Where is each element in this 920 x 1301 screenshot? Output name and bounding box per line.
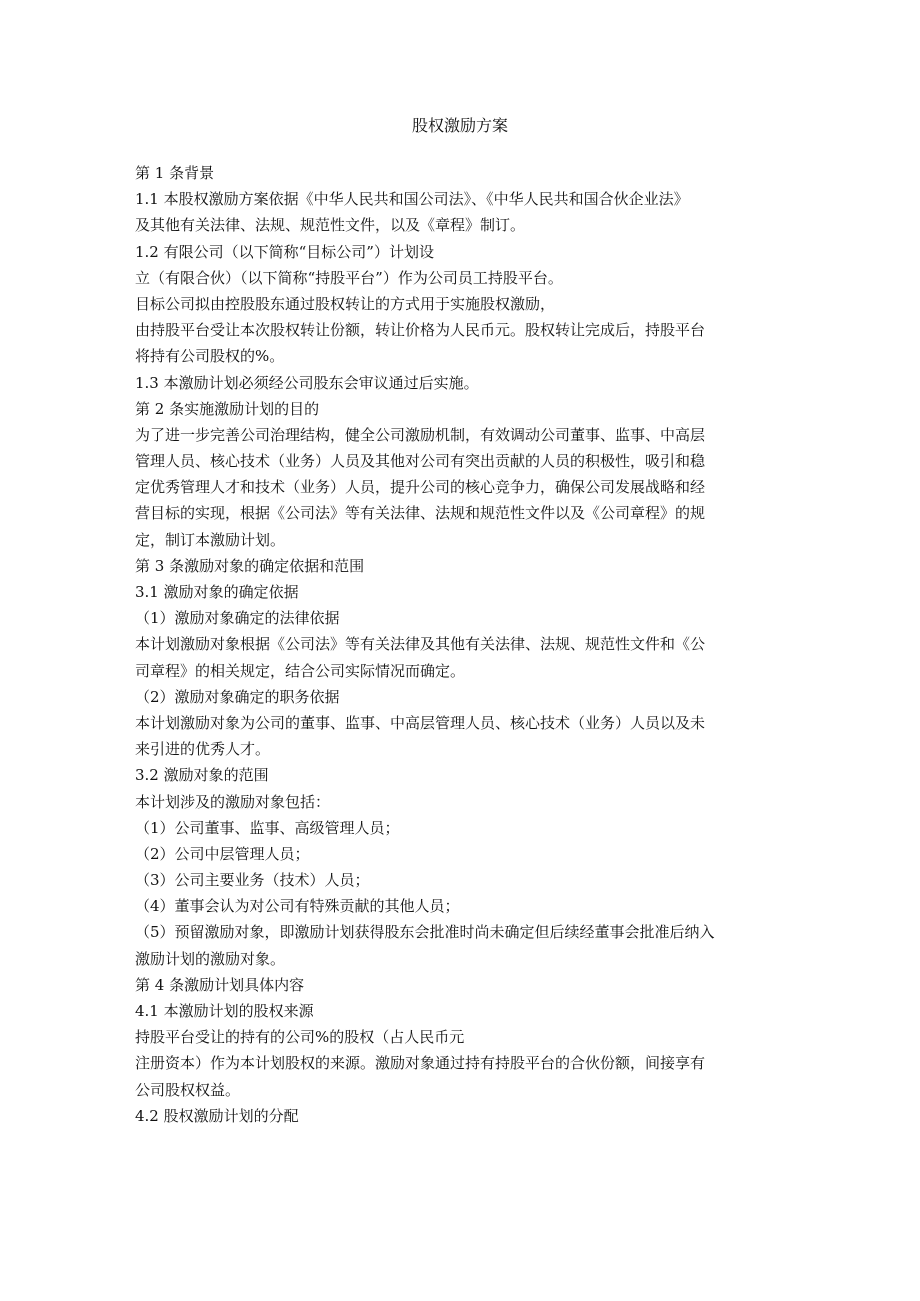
text-line: （3）公司主要业务（技术）人员； [135, 871, 370, 890]
text-line: 第 4 条激励计划具体内容 [135, 975, 305, 994]
text-line: 本计划激励对象根据《公司法》等有关法律及其他有关法律、法规、规范性文件和《公 [135, 635, 706, 654]
text-line: 注册资本）作为本计划股权的来源。激励对象通过持有持股平台的合伙份额，间接享有 [135, 1054, 706, 1073]
text-line: 为了进一步完善公司治理结构，健全公司激励机制，有效调动公司董事、监事、中高层 [135, 425, 706, 444]
text-line: 管理人员、核心技术（业务）人员及其他对公司有突出贡献的人员的积极性，吸引和稳 [135, 452, 706, 471]
text-line: 1.3 本激励计划必须经公司股东会审议通过后实施。 [135, 373, 479, 392]
text-line: （5）预留激励对象，即激励计划获得股东会批准时尚未确定但后续经董事会批准后纳入 [135, 923, 715, 942]
text-line: 第 3 条激励对象的确定依据和范围 [135, 556, 365, 575]
text-line: 1.2 有限公司（以下简称“目标公司”）计划设 [135, 242, 434, 261]
text-line: （2）公司中层管理人员； [135, 844, 310, 863]
text-line: （1）公司董事、监事、高级管理人员； [135, 818, 400, 837]
text-line: （1）激励对象确定的法律依据 [135, 609, 340, 628]
text-line: 激励计划的激励对象。 [135, 949, 286, 968]
text-line: 营目标的实现，根据《公司法》等有关法律、法规和规范性文件以及《公司章程》的规 [135, 504, 706, 523]
text-line: 将持有公司股权的%。 [135, 347, 285, 366]
text-line: 本计划激励对象为公司的董事、监事、中高层管理人员、核心技术（业务）人员以及未 [135, 713, 706, 732]
text-line: 1.1 本股权激励方案依据《中华人民共和国公司法》、《中华人民共和国合伙企业法》 [135, 190, 689, 209]
text-line: 4.1 本激励计划的股权来源 [135, 1002, 314, 1020]
text-line: （2）激励对象确定的职务依据 [135, 687, 340, 706]
text-line: 3.2 激励对象的范围 [135, 766, 269, 785]
text-line: 定优秀管理人才和技术（业务）人员，提升公司的核心竞争力，确保公司发展战略和经 [135, 478, 706, 497]
text-line: 3.1 激励对象的确定依据 [135, 583, 299, 601]
text-line: 公司股权权益。 [135, 1080, 241, 1099]
text-line: 定，制订本激励计划。 [135, 530, 286, 549]
text-line: 持股平台受让的持有的公司%的股权（占人民币元 [135, 1028, 465, 1047]
text-line: 4.2 股权激励计划的分配 [135, 1106, 299, 1125]
document-title: 股权激励方案 [411, 116, 508, 135]
text-line: 目标公司拟由控股股东通过股权转让的方式用于实施股权激励， [135, 294, 556, 313]
text-line: （4）董事会认为对公司有特殊贡献的其他人员； [135, 897, 460, 916]
text-line: 来引进的优秀人才。 [135, 740, 271, 759]
text-line: 司章程》的相关规定，结合公司实际情况而确定。 [135, 661, 466, 680]
text-line: 第 2 条实施激励计划的目的 [135, 399, 320, 418]
text-line: 及其他有关法律、法规、规范性文件，以及《章程》制订。 [135, 216, 526, 235]
text-line: 第 1 条背景 [135, 164, 215, 182]
text-line: 由持股平台受让本次股权转让份额，转让价格为人民币元。股权转让完成后，持股平台 [135, 321, 706, 340]
document-body [135, 160, 795, 1129]
text-line: 本计划涉及的激励对象包括： [135, 792, 331, 811]
text-line: 立（有限合伙）（以下简称“持股平台”）作为公司员工持股平台。 [135, 268, 563, 287]
